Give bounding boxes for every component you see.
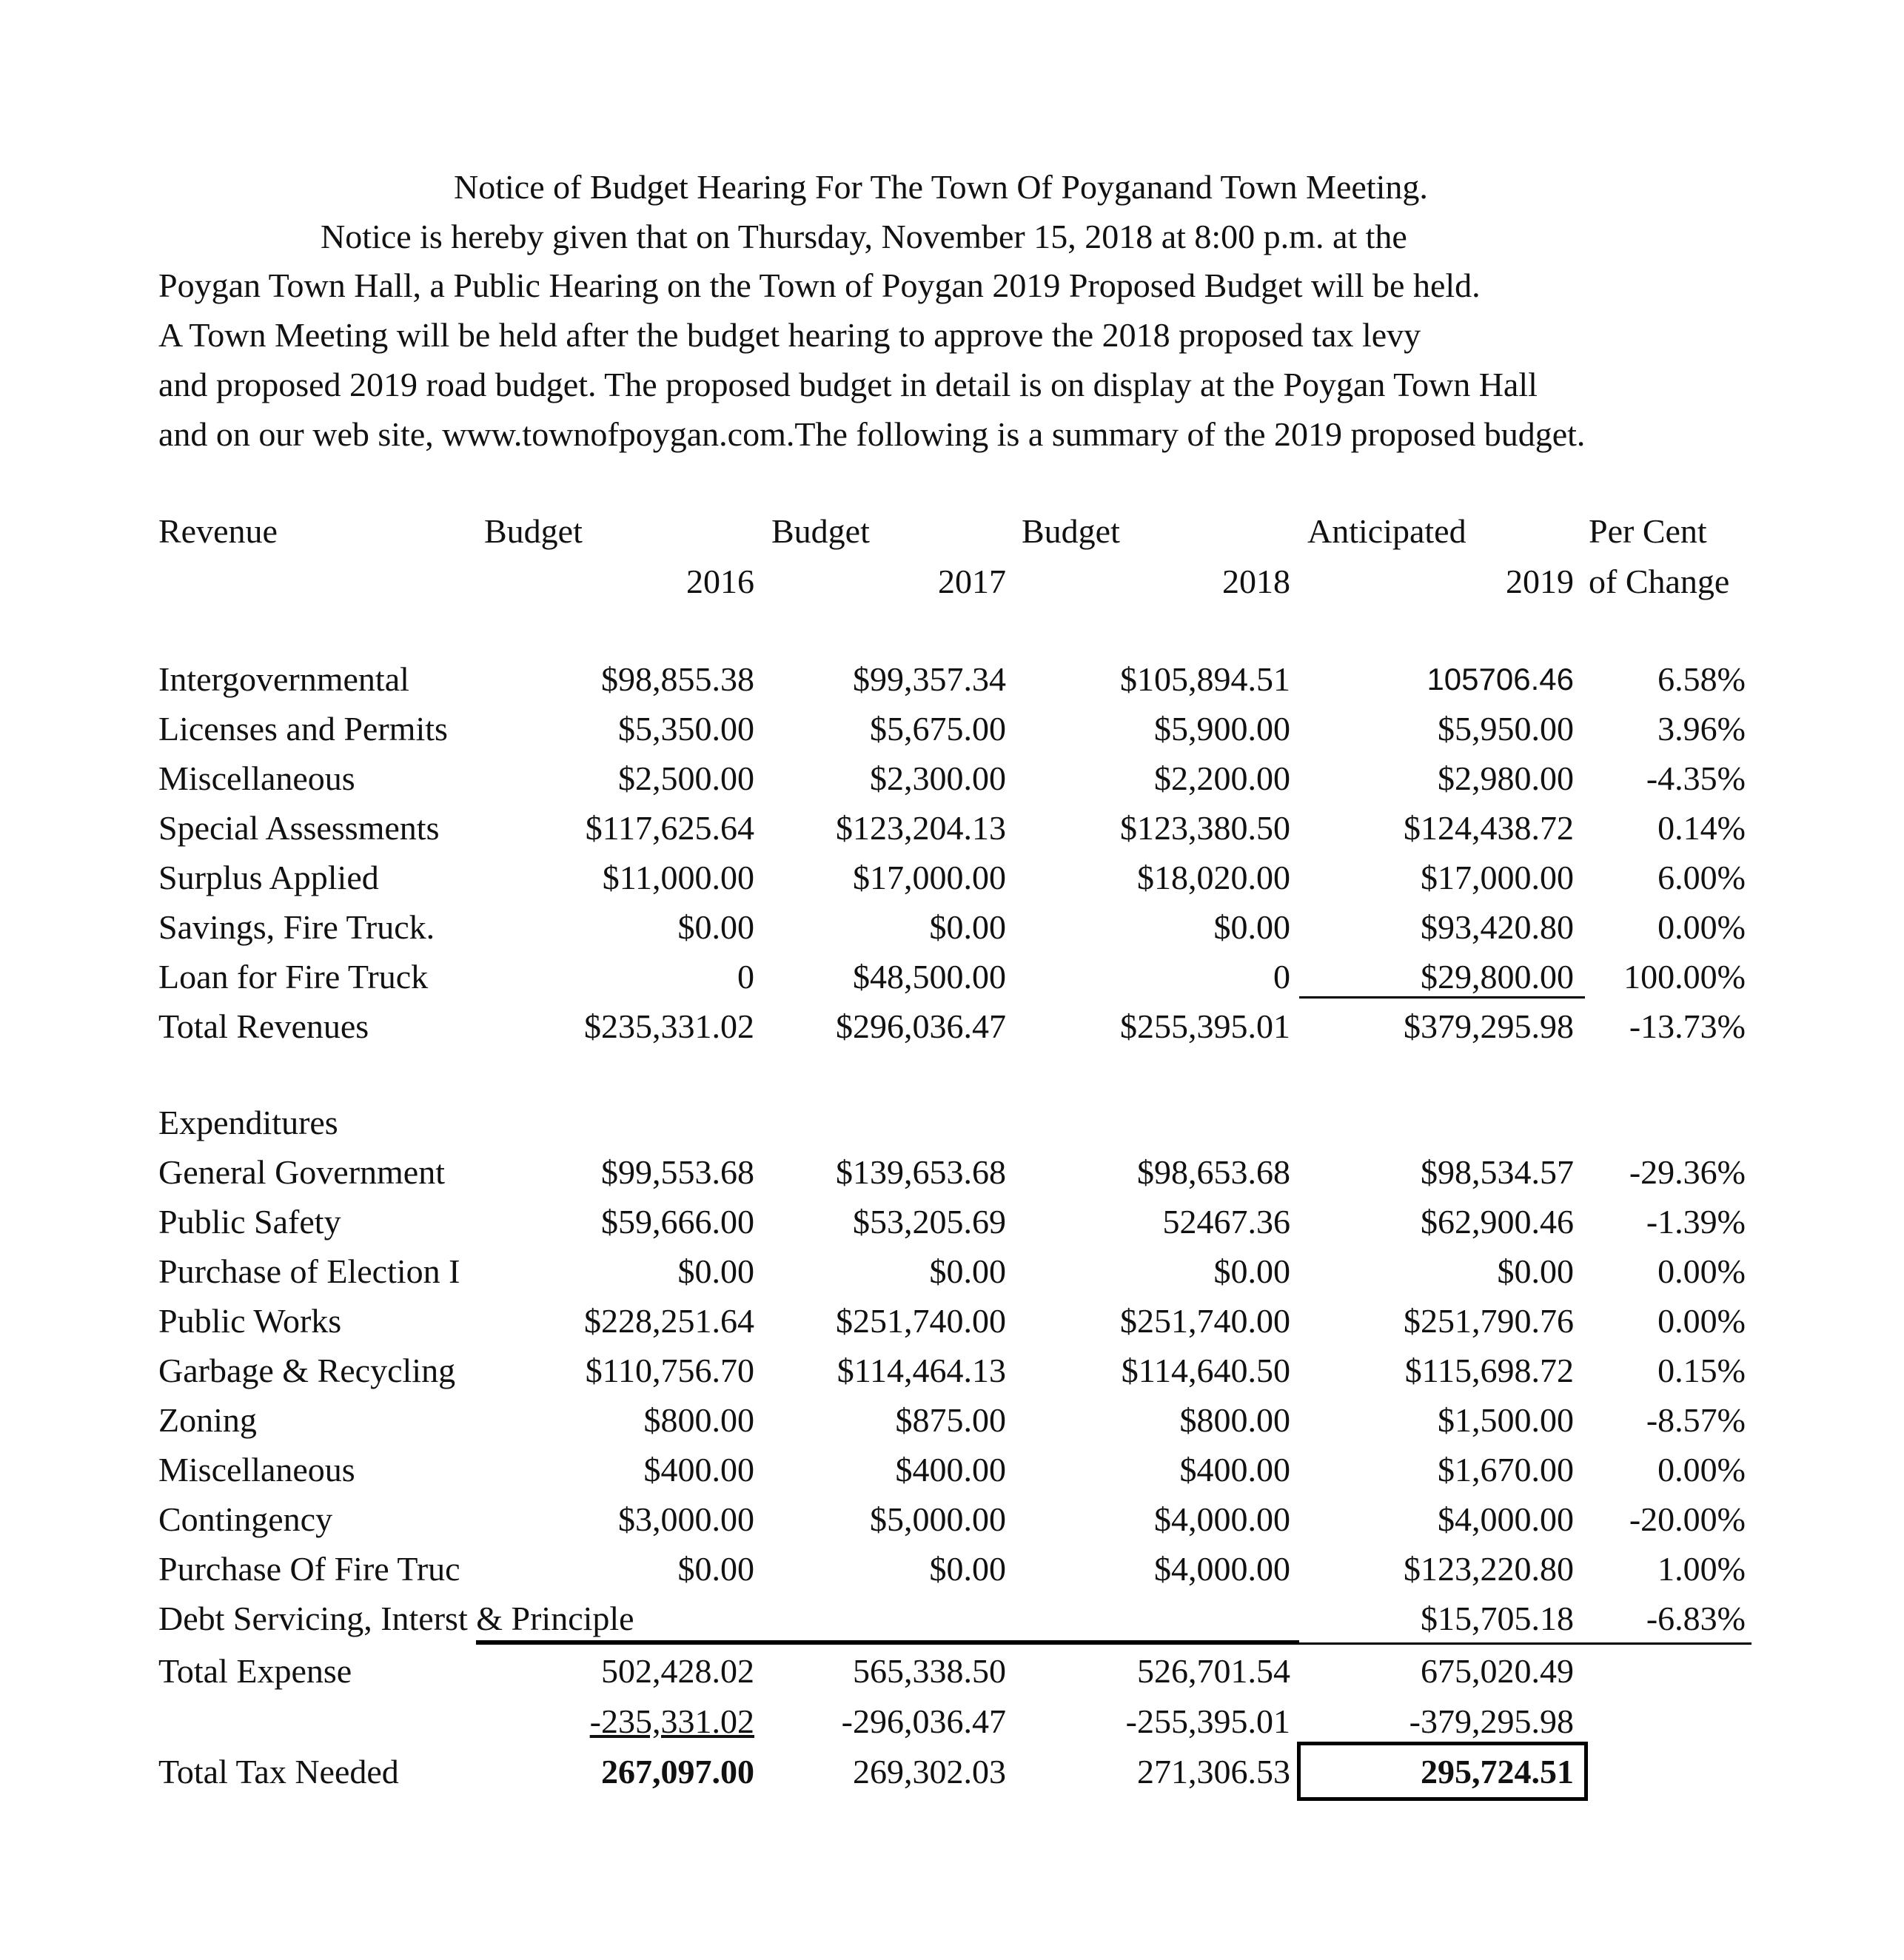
revenue-cell-v2019: $5,950.00 [1438, 710, 1574, 748]
expense-cell-pct: -29.36% [1629, 1153, 1746, 1191]
revenue-cell-v2018: $255,395.01 [1120, 1007, 1290, 1045]
expense-cell-v2017: $139,653.68 [836, 1153, 1006, 1191]
col-header-2016-top: Budget [484, 512, 583, 550]
expense-cell-v2018: $4,000.00 [1154, 1550, 1290, 1588]
expense-cell-v2017: $0.00 [929, 1550, 1006, 1588]
revenue-cell-v2019: $29,800.00 [1421, 958, 1574, 996]
revenue-cell-v2018: $2,200.00 [1154, 759, 1290, 797]
expense-cell-v2019: $115,698.72 [1404, 1352, 1574, 1389]
revenue-row-label: Special Assessments [158, 809, 440, 847]
expense-cell-v2019: $4,000.00 [1438, 1500, 1574, 1538]
revenue-cell-v2016: $11,000.00 [602, 859, 754, 896]
notice-line: and on our web site, www.townofpoygan.com.The following is a summary of the 2019 proposed budget. [158, 415, 1586, 453]
revenue-cell-v2018: $123,380.50 [1120, 809, 1290, 847]
expense-cell-pct: 0.00% [1657, 1451, 1746, 1489]
revenue-cell-pct: 6.00% [1657, 859, 1746, 896]
revenue-row-label: Miscellaneous [158, 759, 355, 797]
expense-cell-v2017: $400.00 [895, 1451, 1006, 1489]
col-header-pct-top: Per Cent [1589, 512, 1707, 550]
expense-cell-pct: -6.83% [1646, 1600, 1746, 1637]
revenue-row-label: Total Revenues [158, 1007, 369, 1045]
expense-cell-v2018: 52467.36 [1162, 1203, 1290, 1241]
revenue-row-label: Loan for Fire Truck [158, 958, 429, 996]
expense-cell-v2018: $98,653.68 [1137, 1153, 1290, 1191]
col-header-2018-top: Budget [1022, 512, 1120, 550]
expense-cell-v2019: $98,534.57 [1421, 1153, 1574, 1191]
total-expense-2017: 565,338.50 [853, 1652, 1006, 1690]
notice-line: and proposed 2019 road budget. The proposed budget in detail is on display at the Poygan Town Hall [158, 366, 1538, 403]
revenue-cell-v2019: 105706.46 [1427, 662, 1574, 697]
revenue-cell-v2019: $17,000.00 [1421, 859, 1574, 896]
expense-cell-v2016: $0.00 [677, 1252, 754, 1290]
less-revenue-2019: -379,295.98 [1409, 1702, 1574, 1740]
revenue-cell-pct: -13.73% [1629, 1007, 1746, 1045]
expense-cell-v2017: $0.00 [929, 1252, 1006, 1290]
revenue-cell-pct: 3.96% [1657, 710, 1746, 748]
less-revenue-2016: -235,331.02 [589, 1702, 754, 1740]
revenue-cell-pct: 100.00% [1623, 958, 1746, 996]
revenue-cell-v2018: $0.00 [1213, 908, 1290, 946]
revenue-cell-v2017: $0.00 [929, 908, 1006, 946]
less-revenue-2017: -296,036.47 [841, 1702, 1006, 1740]
revenue-subtotal-rule [1299, 996, 1585, 999]
expense-cell-pct: 0.00% [1657, 1302, 1746, 1340]
expense-cell-v2017: $114,464.13 [837, 1352, 1006, 1389]
notice-line: A Town Meeting will be held after the budget hearing to approve the 2018 proposed tax levy [158, 316, 1421, 354]
expense-cell-v2019: $1,670.00 [1438, 1451, 1574, 1489]
expense-row-label: Purchase Of Fire Truc [158, 1550, 460, 1588]
total-tax-label: Total Tax Needed [158, 1753, 399, 1790]
expense-cell-v2016: $99,553.68 [601, 1153, 754, 1191]
expense-cell-v2018: $0.00 [1213, 1252, 1290, 1290]
total-tax-2016: 267,097.00 [601, 1753, 754, 1790]
expense-cell-v2019: $15,705.18 [1421, 1600, 1574, 1637]
revenue-cell-v2016: $2,500.00 [618, 759, 754, 797]
expense-cell-v2017: $5,000.00 [870, 1500, 1006, 1538]
revenue-cell-v2018: $5,900.00 [1154, 710, 1290, 748]
revenue-cell-v2016: $117,625.64 [585, 809, 754, 847]
revenue-cell-v2019: $379,295.98 [1404, 1007, 1574, 1045]
revenue-cell-v2016: $0.00 [677, 908, 754, 946]
revenue-cell-pct: 6.58% [1657, 660, 1746, 698]
expense-cell-v2016: $3,000.00 [618, 1500, 754, 1538]
revenue-row-label: Savings, Fire Truck. [158, 908, 435, 946]
expense-cell-v2018: $4,000.00 [1154, 1500, 1290, 1538]
expense-cell-v2016: $0.00 [677, 1550, 754, 1588]
expense-cell-v2019: $62,900.46 [1421, 1203, 1574, 1241]
revenue-cell-v2019: $93,420.80 [1421, 908, 1574, 946]
expense-row-label: General Government [158, 1153, 446, 1191]
revenue-cell-pct: -4.35% [1646, 759, 1746, 797]
col-header-pct: of Change [1589, 563, 1730, 600]
revenue-cell-v2016: $98,855.38 [601, 660, 754, 698]
expense-cell-pct: 1.00% [1657, 1550, 1746, 1588]
revenue-cell-v2019: $2,980.00 [1438, 759, 1574, 797]
expense-cell-v2019: $0.00 [1497, 1252, 1574, 1290]
revenue-cell-v2018: $105,894.51 [1120, 660, 1290, 698]
expense-row-label: Miscellaneous [158, 1451, 355, 1489]
total-tax-2018: 271,306.53 [1137, 1753, 1290, 1790]
expense-cell-v2016: $59,666.00 [601, 1203, 754, 1241]
revenue-cell-pct: 0.00% [1657, 908, 1746, 946]
revenue-cell-v2017: $123,204.13 [836, 809, 1006, 847]
expense-row-label: Public Safety [158, 1203, 341, 1241]
total-expense-label: Total Expense [158, 1652, 352, 1690]
expense-cell-pct: 0.15% [1657, 1352, 1746, 1389]
revenue-cell-v2016: $235,331.02 [584, 1007, 754, 1045]
revenue-heading: Revenue [158, 512, 278, 550]
expense-cell-pct: -1.39% [1646, 1203, 1746, 1241]
expense-total-rule-thick [476, 1640, 1299, 1645]
revenue-row-label: Intergovernmental [158, 660, 409, 698]
expense-cell-v2017: $875.00 [895, 1401, 1006, 1439]
notice-title: Notice of Budget Hearing For The Town Of Poyganand Town Meeting. [454, 168, 1428, 206]
expense-cell-v2019: $123,220.80 [1404, 1550, 1574, 1588]
total-tax-2017: 269,302.03 [853, 1753, 1006, 1790]
expense-row-label: Debt Servicing, Interst & Principle [158, 1600, 634, 1637]
col-header-2017: 2017 [938, 563, 1006, 600]
expense-cell-v2019: $251,790.76 [1404, 1302, 1574, 1340]
revenue-cell-v2019: $124,438.72 [1404, 809, 1574, 847]
revenue-cell-v2017: $17,000.00 [853, 859, 1006, 896]
expense-cell-v2016: $228,251.64 [584, 1302, 754, 1340]
expense-cell-v2019: $1,500.00 [1438, 1401, 1574, 1439]
notice-line: Notice is hereby given that on Thursday, November 15, 2018 at 8:00 p.m. at the [321, 218, 1407, 255]
notice-line: Poygan Town Hall, a Public Hearing on the Town of Poygan 2019 Proposed Budget will be held. [158, 266, 1481, 304]
col-header-2016: 2016 [686, 563, 754, 600]
revenue-cell-v2017: $2,300.00 [870, 759, 1006, 797]
expense-cell-pct: -20.00% [1629, 1500, 1746, 1538]
expense-cell-v2018: $800.00 [1179, 1401, 1290, 1439]
expense-cell-v2017: $251,740.00 [836, 1302, 1006, 1340]
total-expense-2016: 502,428.02 [601, 1652, 754, 1690]
expense-cell-v2018: $251,740.00 [1120, 1302, 1290, 1340]
revenue-row-label: Licenses and Permits [158, 710, 448, 748]
less-revenue-2018: -255,395.01 [1125, 1702, 1290, 1740]
total-expense-2019: 675,020.49 [1421, 1652, 1574, 1690]
revenue-cell-v2018: $18,020.00 [1137, 859, 1290, 896]
expense-row-label: Public Works [158, 1302, 342, 1340]
expense-cell-v2018: $400.00 [1179, 1451, 1290, 1489]
expense-cell-v2018: $114,640.50 [1121, 1352, 1290, 1389]
revenue-cell-v2016: $5,350.00 [618, 710, 754, 748]
expense-row-label: Zoning [158, 1401, 257, 1439]
revenue-cell-pct: 0.14% [1657, 809, 1746, 847]
revenue-cell-v2017: $48,500.00 [853, 958, 1006, 996]
expense-total-rule-thin [1299, 1642, 1752, 1645]
expense-cell-pct: -8.57% [1646, 1401, 1746, 1439]
expense-cell-v2016: $800.00 [643, 1401, 754, 1439]
expense-row-label: Purchase of Election I [158, 1252, 460, 1290]
expenditures-heading: Expenditures [158, 1104, 338, 1141]
expense-cell-pct: 0.00% [1657, 1252, 1746, 1290]
expense-row-label: Contingency [158, 1500, 333, 1538]
expense-cell-v2016: $110,756.70 [585, 1352, 754, 1389]
revenue-row-label: Surplus Applied [158, 859, 379, 896]
expense-cell-v2017: $53,205.69 [853, 1203, 1006, 1241]
col-header-2017-top: Budget [771, 512, 870, 550]
expense-cell-v2016: $400.00 [643, 1451, 754, 1489]
revenue-cell-v2016: 0 [737, 958, 754, 996]
total-expense-2018: 526,701.54 [1137, 1652, 1290, 1690]
col-header-2019: 2019 [1506, 563, 1574, 600]
expense-row-label: Garbage & Recycling [158, 1352, 456, 1389]
revenue-cell-v2017: $296,036.47 [836, 1007, 1006, 1045]
total-tax-2019: 295,724.51 [1421, 1753, 1574, 1790]
revenue-cell-v2017: $99,357.34 [853, 660, 1006, 698]
col-header-2018: 2018 [1222, 563, 1290, 600]
revenue-cell-v2018: 0 [1273, 958, 1290, 996]
col-header-2019-top: Anticipated [1307, 512, 1466, 550]
revenue-cell-v2017: $5,675.00 [870, 710, 1006, 748]
